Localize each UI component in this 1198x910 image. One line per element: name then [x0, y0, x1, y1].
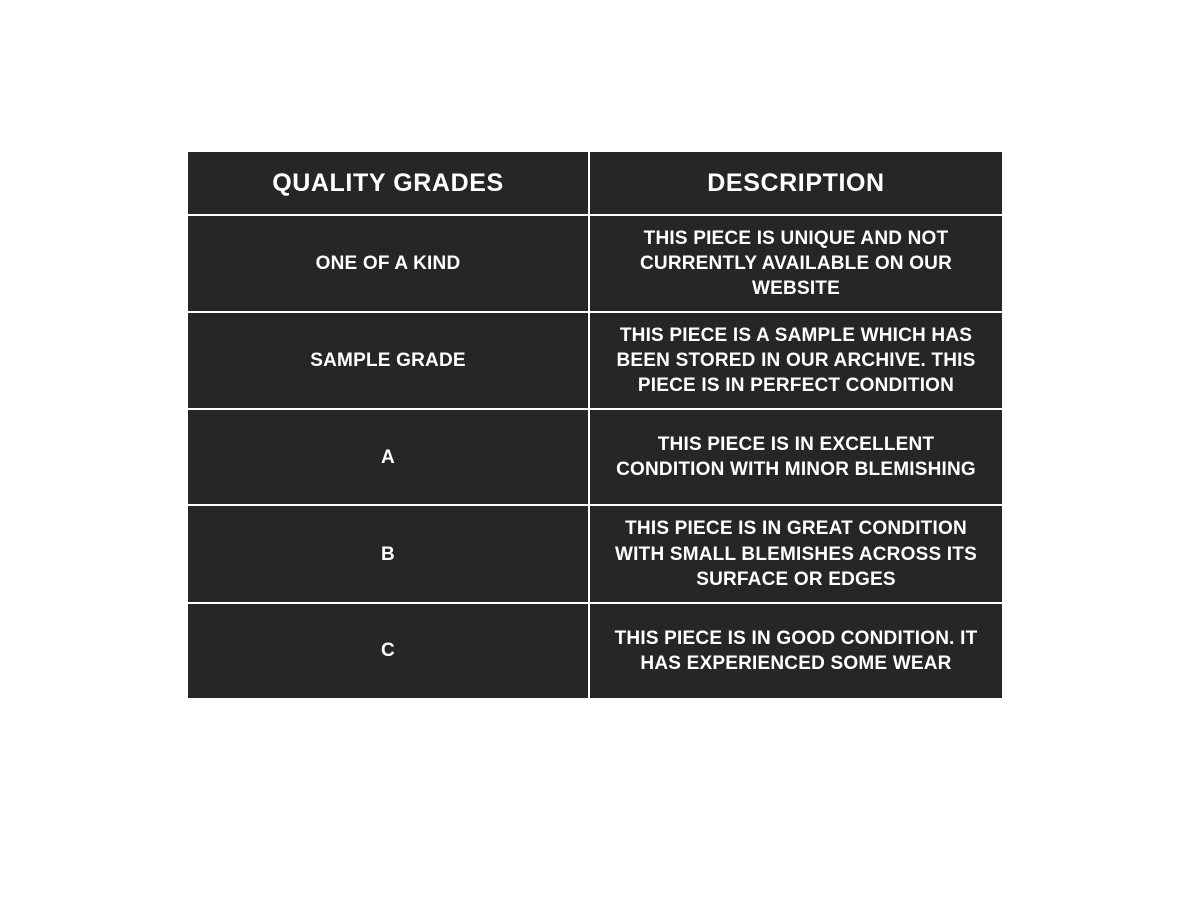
grade-name: B: [188, 506, 588, 601]
grade-description: THIS PIECE IS IN GREAT CONDITION WITH SMALL BLEMISHES ACROSS ITS SURFACE OR EDGES: [590, 506, 1002, 601]
table-header-row: [188, 152, 1002, 214]
grade-description: THIS PIECE IS IN EXCELLENT CONDITION WITH MINOR BLEMISHING: [590, 410, 1002, 504]
grade-description: THIS PIECE IS IN GOOD CONDITION. IT HAS EXPERIENCED SOME WEAR: [590, 604, 1002, 698]
table-row: [188, 216, 1002, 311]
column-header-description: DESCRIPTION: [590, 152, 1002, 214]
column-header-quality-grades: QUALITY GRADES: [188, 152, 588, 214]
grade-description: THIS PIECE IS UNIQUE AND NOT CURRENTLY AVAILABLE ON OUR WEBSITE: [590, 216, 1002, 311]
grade-name: C: [188, 604, 588, 698]
table-row: [188, 506, 1002, 601]
table-body: [188, 216, 1002, 698]
table-row: [188, 410, 1002, 504]
grade-description: THIS PIECE IS A SAMPLE WHICH HAS BEEN STORED IN OUR ARCHIVE. THIS PIECE IS IN PERFECT CONDITION: [590, 313, 1002, 408]
table-header: [188, 152, 1002, 214]
table-row: [188, 604, 1002, 698]
table-row: [188, 313, 1002, 408]
grade-name: A: [188, 410, 588, 504]
quality-grades-table: [186, 150, 1004, 700]
grade-name: ONE OF A KIND: [188, 216, 588, 311]
grade-name: SAMPLE GRADE: [188, 313, 588, 408]
